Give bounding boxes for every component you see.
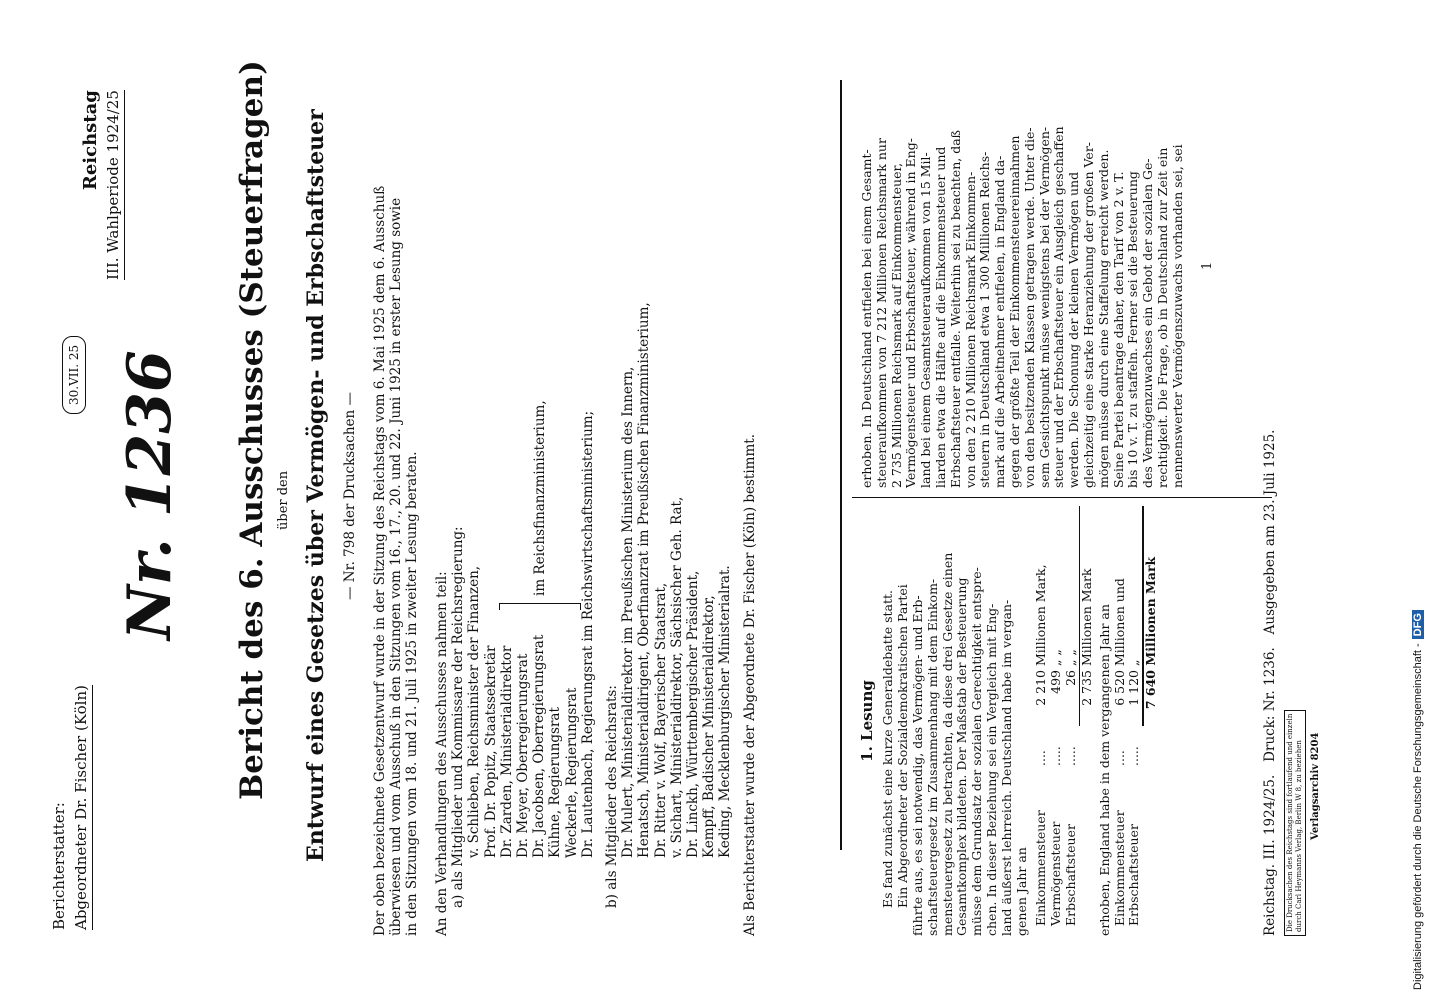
row-label: Erbschaftsteuer (1126, 824, 1142, 926)
body-line: gleichzeitig eine starke Heranziehung der großen Ver- (1080, 141, 1096, 488)
reporter-block (48, 685, 93, 930)
participant-b: Kempff, Badischer Ministerialdirektor, (701, 595, 718, 858)
total-value: 2 735 (1078, 670, 1094, 706)
row-unit: Millionen und (1111, 578, 1127, 667)
dfg-credit-text: Digitalisierung gefördert durch die Deutsche Forschungsgemeinschaft - (1412, 643, 1424, 990)
body-line: von den besitzenden Klassen getragen werde. Unter die- (1021, 127, 1037, 488)
participant-b: v. Sichart, Ministerialdirektor, Sächsischer Geh. Rat, (668, 496, 685, 858)
row-value: 1 120 (1126, 670, 1142, 706)
participant-a: Kühne, Regierungsrat (547, 707, 564, 858)
participant-b: Dr. Mulert, Ministerialdirektor im Preußischen Ministerium des Innern, (620, 366, 637, 858)
participant-b: Dr. Linckh, Württembergischer Präsident, (685, 570, 702, 858)
row-dots: ..... (1047, 746, 1063, 766)
row-dots: ..... (1062, 746, 1078, 766)
section-heading-lesung: 1. Lesung (858, 680, 876, 762)
row-dots: ..... (1126, 746, 1142, 766)
table-row (1049, 506, 1064, 926)
lesung-line: führte aus, es sei notwendig, das Vermögen- und Erb- (909, 595, 925, 936)
body-line: des Vermögenzuwachses ein Gebot der sozialen Ge- (1140, 158, 1156, 488)
lesung-line: land äußerst lehrreich. Deutschland habe im vergan- (999, 599, 1015, 936)
footer-distribution-note (1284, 710, 1306, 936)
row-unit: Millionen Mark, (1032, 564, 1048, 667)
participant-a: v. Schlieben, Reichsminister der Finanzen, (466, 565, 483, 858)
reporter-label: Berichterstatter: (50, 802, 68, 930)
participant-b: Henatsch, Ministerialdirigent, Oberfinanzrat im Preußischen Finanzministerium, (636, 302, 653, 858)
table-total-row (1142, 506, 1159, 726)
participant-a: Dr. Zarden, Ministerialdirektor (498, 645, 515, 858)
reporter-appointment: Als Berichterstatter wurde der Abgeordnete Dr. Fischer (Köln) bestimmt. (741, 434, 758, 936)
lesung-line: chen. In dieser Beziehung sei ein Vergleich mit Eng- (984, 603, 1000, 936)
england-intro-line: erhoben, England habe in dem vergangenen Jahr an (1096, 604, 1112, 936)
lesung-line: Gesamtkomplex bildeten. Der Maßstab der Besteuerung (954, 577, 970, 936)
title-ueber: über den (276, 470, 291, 530)
right-column (860, 126, 1186, 488)
body-line: steuer und der Erbschaftsteuer ein Ausgleich geschaffen (1051, 126, 1067, 488)
group-a-heading: a) als Mitglieder und Kommissare der Reichsregierung: (450, 526, 467, 908)
dfg-credit (1412, 610, 1424, 990)
row-value: 499 (1047, 670, 1063, 694)
footer-reichstag: Reichstag. III. 1924/25. (1262, 774, 1278, 936)
brace-mark (499, 603, 581, 610)
row-unit: „ „ (1047, 649, 1063, 667)
dfg-logo: DFG (1412, 610, 1424, 639)
group-b-heading: b) als Mitglieder des Reichsrats: (604, 685, 621, 908)
footer-druck: Druck: Nr. 1236. (1262, 647, 1278, 762)
row-value: 6 520 (1111, 670, 1127, 706)
lesung-line: genen Jahr an (1014, 847, 1030, 936)
reichstag-block (80, 90, 125, 280)
lesung-line: mensteuergesetz zu betrachten, da diese drei Gesetze einen (939, 552, 955, 936)
body-line: steueraufkommen von 7 212 Millionen Reichsmark nur (873, 138, 889, 488)
page-number: 1 (1200, 261, 1215, 270)
body-line: sem Gesichtspunkt müsse wenigstens bei der Vermögen- (1036, 126, 1052, 488)
body-line: steuern in Deutschland etwa 1 300 Millionen Reichs- (977, 151, 993, 488)
group-a-list (466, 302, 596, 936)
brace-ministry-label: im Reichsfinanzministerium, (532, 400, 548, 596)
total-unit: Millionen Mark (1143, 556, 1159, 666)
total-value: 7 640 (1143, 670, 1159, 710)
table-row (1127, 506, 1142, 926)
left-column (860, 506, 1159, 936)
participants-section (434, 302, 758, 936)
column-divider (852, 497, 1272, 498)
body-line: von den 2 210 Millionen Reichsmark Einkommen- (962, 171, 978, 488)
intro-line: in den Sitzungen vom 18. und 21. Juli 1925 in zweiter Lesung beraten. (404, 451, 421, 936)
total-unit: Millionen Mark (1078, 568, 1094, 667)
intro-line: Der oben bezeichnete Gesetzentwurf wurde in der Sitzung des Reichstags vom 6. Mai 1925 dem 6. Ausschuß (372, 185, 388, 936)
row-unit: „ „ (1062, 649, 1078, 667)
lesung-line: müsse dem Grundsatz der sozialen Gerechtigkeit entspre- (969, 567, 985, 936)
row-dots: .... (1032, 750, 1048, 766)
row-dots: .... (1111, 750, 1127, 766)
participant-a: Dr. Meyer, Oberregierungsrat (515, 653, 532, 858)
body-line: mark auf die Arbeitnehmer entfielen, in England da- (992, 155, 1008, 488)
footer-date: Ausgegeben am 23. Juli 1925. (1262, 429, 1278, 635)
drucksachen-reference: — Nr. 798 der Drucksachen — (342, 391, 358, 600)
participant-a: Dr. Jacobsen, Oberregierungsrat (531, 634, 548, 858)
intro-paragraph (372, 186, 421, 936)
row-label: Erbschaftsteuer (1062, 824, 1078, 926)
body-line: Erbschaftsteuer entfalle. Weiterhin sei zu beachten, daß (947, 129, 963, 488)
body-line: Seine Partei beantrage daher, den Tarif von 2 v. T. (1110, 171, 1126, 488)
participant-a: Prof. Dr. Popitz, Staatssekretär (482, 645, 499, 858)
participants-heading: An den Verhandlungen des Ausschusses nahmen teil: (434, 571, 450, 936)
body-line: nennenswerter Vermögenszuwachs vorhanden sei, sei (1169, 144, 1185, 488)
footer-line (1262, 430, 1278, 936)
row-value: 2 210 (1032, 670, 1048, 706)
note-line: Die Drucksachen des Reichstags sind fortlaufend und einzeln (1286, 713, 1294, 932)
lesung-paragraph-2: Ein Abgeordneter der Sozialdemokratischen Partei (894, 584, 910, 908)
row-value: 26 (1062, 670, 1078, 686)
germany-tax-table (1034, 506, 1095, 936)
reichstag-label: Reichstag (80, 90, 101, 191)
report-title: Bericht des 6. Ausschusses (Steuerfragen) (234, 60, 270, 800)
participant-b: Keding, Mecklenburgischer Ministerialrat. (717, 565, 734, 858)
section-divider (840, 80, 842, 850)
body-line: erhoben. In Deutschland entfielen bei einem Gesamt- (859, 149, 874, 488)
date-stamp: 30.VII. 25 (62, 336, 86, 414)
body-line: mögen müsse durch eine Staffelung erreicht werden. (1095, 149, 1111, 488)
participant-a: Weckerle, Regierungsrat (563, 687, 580, 858)
intro-line: überwiesen und vom Ausschuß in den Sitzungen vom 16., 17., 20. und 22. Juni 1925 in erster Lesung sowie (388, 197, 405, 936)
body-line: bis 10 v. T. zu staffeln. Ferner sei die Besteuerung (1125, 171, 1141, 488)
row-unit: „ (1126, 659, 1142, 667)
england-tax-table (1113, 506, 1160, 936)
participant-b: Dr. Ritter v. Wolf, Bayerischer Staatsrat, (652, 582, 669, 858)
participant-a: Dr. Lautenbach, Regierungsrat im Reichswirtschaftsministerium; (579, 410, 596, 858)
body-line: Vermögensteuer und Erbschaftsteuer, während in Eng- (903, 138, 919, 488)
reporter-name: Abgeordneter Dr. Fischer (Köln) (70, 685, 93, 930)
row-label: Vermögensteuer (1047, 821, 1063, 926)
body-line: 2 735 Millionen Reichsmark auf Einkommensteuer, (888, 162, 904, 488)
lesung-paragraph-1: Es fand zunächst eine kurze Generaldebatte statt. (879, 589, 895, 908)
body-line: gegen der größte Teil der Einkommensteuereinnahmen (1006, 135, 1022, 488)
table-row (1034, 506, 1049, 926)
table-row (1064, 506, 1079, 926)
document-number: Nr. 1236 (115, 350, 185, 640)
body-line: liarden etwa die Hälfte auf die Einkommensteuer und (932, 146, 948, 488)
verlagsarchiv: Verlagsarchiv 8204 (1310, 732, 1321, 840)
body-line: land bei einem Gesamtsteueraufkommen von 15 Mil- (918, 152, 934, 488)
report-subject: Entwurf eines Gesetzes über Vermögen- und Erbschaftsteuer (303, 109, 329, 862)
note-line: durch Carl Heymanns Verlag, Berlin W 8, zu beziehen (1295, 740, 1303, 932)
row-label: Einkommensteuer (1032, 810, 1048, 926)
group-b-list (620, 302, 733, 936)
body-line: werden. Die Schonung der kleinen Vermögen und (1066, 171, 1082, 488)
lesung-line: schaftsteuergesetz im Zusammenhang mit dem Einkom- (924, 578, 940, 936)
row-label: Einkommensteuer (1111, 810, 1127, 926)
table-total-row (1079, 506, 1095, 726)
body-line: rechtigkeit. Die Frage, ob in Deutschland zur Zeit ein (1154, 147, 1170, 488)
wahlperiode: III. Wahlperiode 1924/25 (102, 90, 125, 280)
table-row (1113, 506, 1128, 926)
